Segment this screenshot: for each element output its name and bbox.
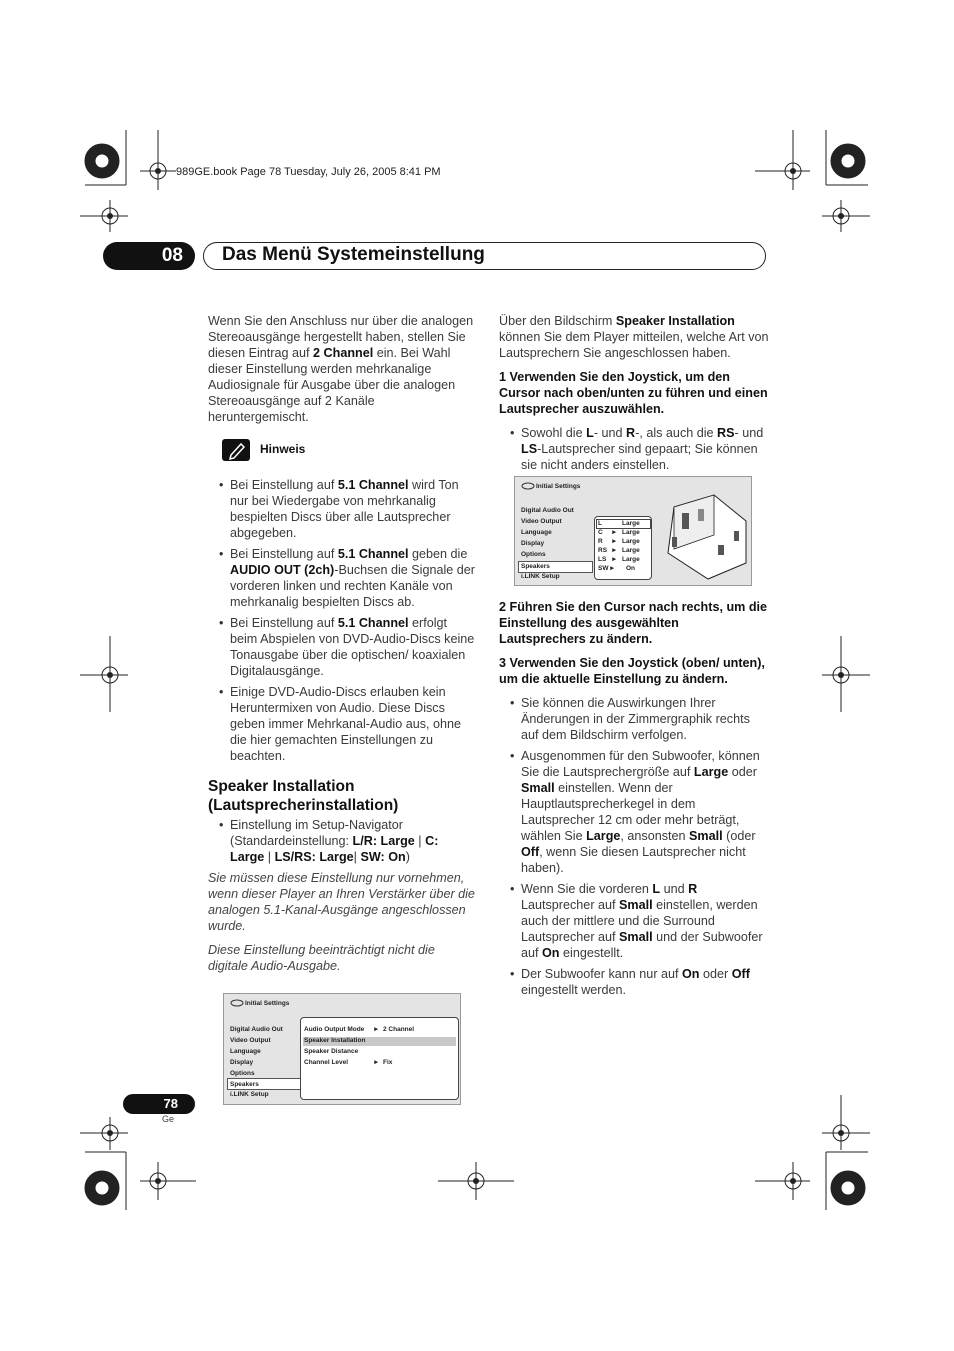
left-column [208, 313, 476, 982]
speaker-channel[interactable]: RS [598, 547, 608, 554]
note-pencil-icon [222, 439, 250, 461]
step-3-list [499, 695, 769, 998]
print-header-info: 989GE.book Page 78 Tuesday, July 26, 2005 8:41 PM [176, 166, 441, 178]
menu-item[interactable]: Language [230, 1048, 261, 1055]
right-column [499, 313, 769, 478]
menu-item[interactable]: Options [521, 551, 546, 558]
list-item: • Einige DVD-Audio-Discs erlauben kein Heruntermixen von Audio. Diese Discs geben immer Mehrkanal-Audio aus, ohne die hier gemachten Einstellungen zu beachten. [208, 684, 476, 764]
list-item: • Sowohl die L- und R-, als auch die RS- und LS-Lautsprecher sind gepaart; Sie können sie nicht anders einstellen. [499, 425, 769, 473]
initial-settings-screen-2 [514, 476, 752, 586]
step-1-list [499, 425, 769, 473]
list-item: • Der Subwoofer kann nur auf On oder Off eingestellt werden. [499, 966, 769, 998]
row-label[interactable]: Audio Output Mode [304, 1026, 365, 1033]
speaker-channel[interactable]: R [598, 538, 603, 545]
disc-icon [521, 482, 535, 492]
step-3: 3 Verwenden Sie den Joystick (oben/ unten), um die aktuelle Einstellung zu ändern. [499, 656, 765, 686]
arrow-icon: ► [611, 556, 618, 563]
menu-item[interactable]: i.LINK Setup [230, 1091, 269, 1098]
initial-settings-screen-1 [223, 993, 461, 1105]
menu-item[interactable]: Language [521, 529, 552, 536]
row-label[interactable]: Speaker Installation [304, 1037, 366, 1044]
disc-icon [230, 999, 244, 1009]
screen-title: Initial Settings [245, 1000, 290, 1007]
chapter-title: Das Menü Systemeinstellung [222, 244, 485, 265]
intro-paragraph: Über den Bildschirm Speaker Installation können Sie dem Player mitteilen, welche Art von Lautsprechern Sie angeschlossen haben. [499, 314, 769, 360]
page-number: 78 [123, 1094, 195, 1114]
list-item: • Wenn Sie die vorderen L und R Lautsprecher auf Small einstellen, werden auch der mittlere und die Surround Lautsprecher auf Small und der Subwoofer auf On eingestellt. [499, 881, 769, 961]
speaker-size: On [626, 565, 636, 572]
italic-note-1: Sie müssen diese Einstellung nur vornehmen, wenn dieser Player an Ihren Verstärker über die analogen 5.1-Kanal-Ausgänge angeschlossen wurde. [208, 871, 475, 933]
menu-item[interactable]: Video Output [230, 1037, 271, 1044]
speaker-panel [594, 516, 652, 580]
language-code: Ge [162, 1114, 175, 1124]
speaker-size: Large [622, 520, 640, 527]
list-item: • Bei Einstellung auf 5.1 Channel wird Ton nur bei Wiedergabe von mehrkanalig bespielten Discs über alle Lautsprecher abgegeben. [208, 477, 476, 541]
arrow-icon: ► [611, 547, 618, 554]
speaker-size: Large [622, 556, 640, 563]
italic-note-2: Diese Einstellung beeinträchtigt nicht die digitale Audio-Ausgabe. [208, 943, 435, 973]
list-item: • Bei Einstellung auf 5.1 Channel erfolgt beim Abspielen von DVD-Audio-Discs keine Tonausgabe über die optischen/ koaxialen Digitalausgänge. [208, 615, 476, 679]
arrow-icon: ► [611, 538, 618, 545]
menu-item[interactable]: Video Output [521, 518, 562, 525]
menu-item[interactable]: Speakers [521, 563, 550, 570]
list-item: • Sie können die Auswirkungen Ihrer Änderungen in der Zimmergraphik rechts auf dem Bildschirm verfolgen. [499, 695, 769, 743]
speaker-size: Large [622, 538, 640, 545]
list-item: • Ausgenommen für den Subwoofer, können Sie die Lautsprechergröße auf Large oder Small einstellen. Wenn der Hauptlautsprecherkegel in dem Lautsprecher 12 cm oder mehr beträgt, wählen Sie Large, ansonsten Small (oder Off, wenn Sie diesen Lautsprecher nicht haben). [499, 748, 769, 876]
speaker-channel[interactable]: L [598, 520, 602, 527]
intro-paragraph: Wenn Sie den Anschluss nur über die analogen Stereoausgänge hergestellt haben, stellen Sie diesen Eintrag auf 2 Channel ein. Bei Wahl dieser Einstellung werden mehrkanalige Audiosignale für Ausgabe über die analogen Stereoausgänge auf 2 Kanäle heruntergemischt. [208, 314, 474, 424]
room-graphic-icon [656, 491, 748, 583]
screen-title: Initial Settings [536, 483, 581, 490]
menu-item[interactable]: Speakers [230, 1081, 259, 1088]
row-value: 2 Channel [383, 1026, 415, 1033]
settings-panel [300, 1017, 459, 1100]
speaker-channel[interactable]: SW [598, 565, 609, 572]
section-title: Speaker Installation (Lautsprecherinstallation) [208, 778, 399, 814]
note-header [222, 439, 476, 469]
menu-item[interactable]: Options [230, 1070, 255, 1077]
list-item: • Einstellung im Setup-Navigator (Standardeinstellung: L/R: Large | C: Large | LS/RS: Large| SW: On) [208, 817, 476, 865]
chapter-number-badge: 08 [103, 242, 195, 270]
note-label: Hinweis [260, 442, 306, 456]
right-column-steps [499, 599, 769, 1003]
speaker-channel[interactable]: C [598, 529, 603, 536]
menu-item[interactable]: i.LINK Setup [521, 573, 560, 580]
step-1: 1 Verwenden Sie den Joystick, um den Cursor nach oben/unten zu führen und einen Lautsprecher auszuwählen. [499, 370, 768, 416]
menu-item[interactable]: Display [521, 540, 545, 547]
menu-item[interactable]: Digital Audio Out [521, 507, 574, 514]
row-value: Fix [383, 1059, 393, 1066]
step-2: 2 Führen Sie den Cursor nach rechts, um die Einstellung des ausgewählten Lautsprechers zu ändern. [499, 600, 768, 646]
arrow-icon: ► [611, 529, 618, 536]
note-list [208, 477, 476, 764]
list-item: • Bei Einstellung auf 5.1 Channel geben die AUDIO OUT (2ch)-Buchsen die Signale der vorderen linken und rechten Kanäle von mehrkanalig bespielten Discs ab. [208, 546, 476, 610]
arrow-icon: ► [373, 1059, 380, 1066]
arrow-icon: ► [373, 1026, 380, 1033]
arrow-icon: ► [609, 565, 616, 572]
speaker-size: Large [622, 547, 640, 554]
row-label[interactable]: Channel Level [304, 1059, 349, 1066]
row-label[interactable]: Speaker Distance [304, 1048, 359, 1055]
menu-item[interactable]: Digital Audio Out [230, 1026, 283, 1033]
speaker-size: Large [622, 529, 640, 536]
menu-item[interactable]: Display [230, 1059, 254, 1066]
speaker-channel[interactable]: LS [598, 556, 607, 563]
setup-list [208, 817, 476, 865]
